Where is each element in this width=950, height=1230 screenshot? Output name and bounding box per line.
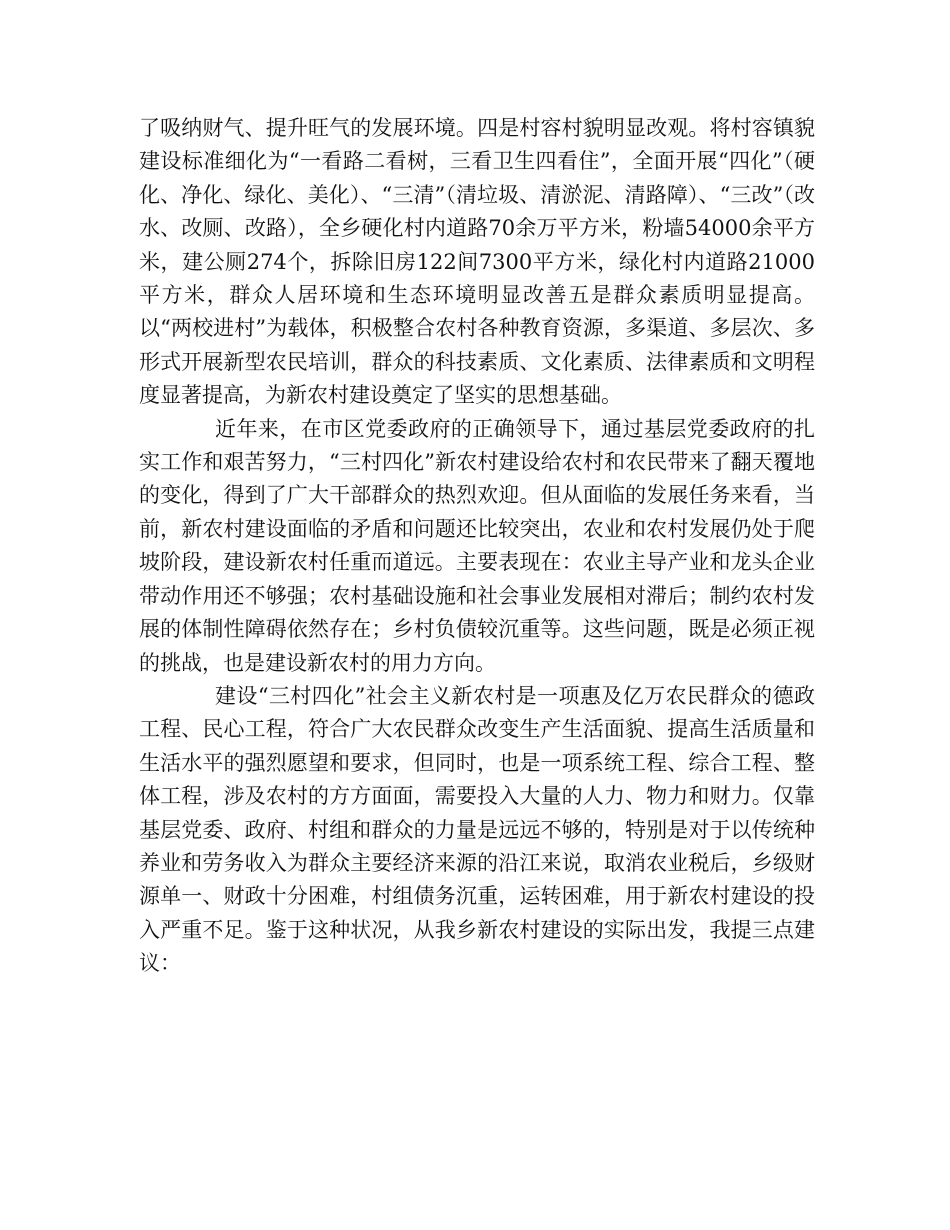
body-paragraph-3: 建设“三村四化”社会主义新农村是一项惠及亿万农民群众的德政工程、民心工程，符合广大农民群众改变生产生活面貌、提高生活质量和生活水平的强烈愿望和要求，但同时，也是一项系统工程、综合工程、整体工程，涉及农村的方方面面，需要投入大量的人力、物力和财力。仅靠基层党委、政府、村组和群众的力量是远远不够的，特别是对于以传统种养业和劳务收入为群众主要经济来源的沿江来说，取消农业税后，乡级财源单一、财政十分困难，村组债务沉重，运转困难，用于新农村建设的投入严重不足。鉴于这种状况，从我乡新农村建设的实际出发，我提三点建议： — [139, 683, 815, 976]
body-paragraph-1: 了吸纳财气、提升旺气的发展环境。四是村容村貌明显改观。将村容镇貌建设标准细化为“一看路二看树，三看卫生四看住”，全面开展“四化”（硬化、净化、绿化、美化）、“三清”（清垃圾、清淤泥、清路障）、“三改”（改水、改厕、改路），全乡硬化村内道路70余万平方米，粉墙54000余平方米，建公厕274个，拆除旧房122间7300平方米，绿化村内道路21000平方米，群众人居环境和生态环境明显改善五是群众素质明显提高。以“两校进村”为载体，积极整合农村各种教育资源，多渠道、多层次、多形式开展新型农民培训，群众的科技素质、文化素质、法律素质和文明程度显著提高，为新农村建设奠定了坚实的思想基础。 — [139, 116, 815, 408]
document-body — [139, 112, 815, 981]
body-paragraph-2: 近年来，在市区党委政府的正确领导下，通过基层党委政府的扎实工作和艰苦努力，“三村四化”新农村建设给农村和农民带来了翻天覆地的变化，得到了广大干部群众的热烈欢迎。但从面临的发展任务来看，当前，新农村建设面临的矛盾和问题还比较突出，农业和农村发展仍处于爬坡阶段，建设新农村任重而道远。主要表现在：农业主导产业和龙头企业带动作用还不够强；农村基础设施和社会事业发展相对滞后；制约农村发展的体制性障碍依然存在；乡村负债较沉重等。这些问题，既是必须正视的挑战，也是建设新农村的用力方向。 — [139, 416, 815, 675]
